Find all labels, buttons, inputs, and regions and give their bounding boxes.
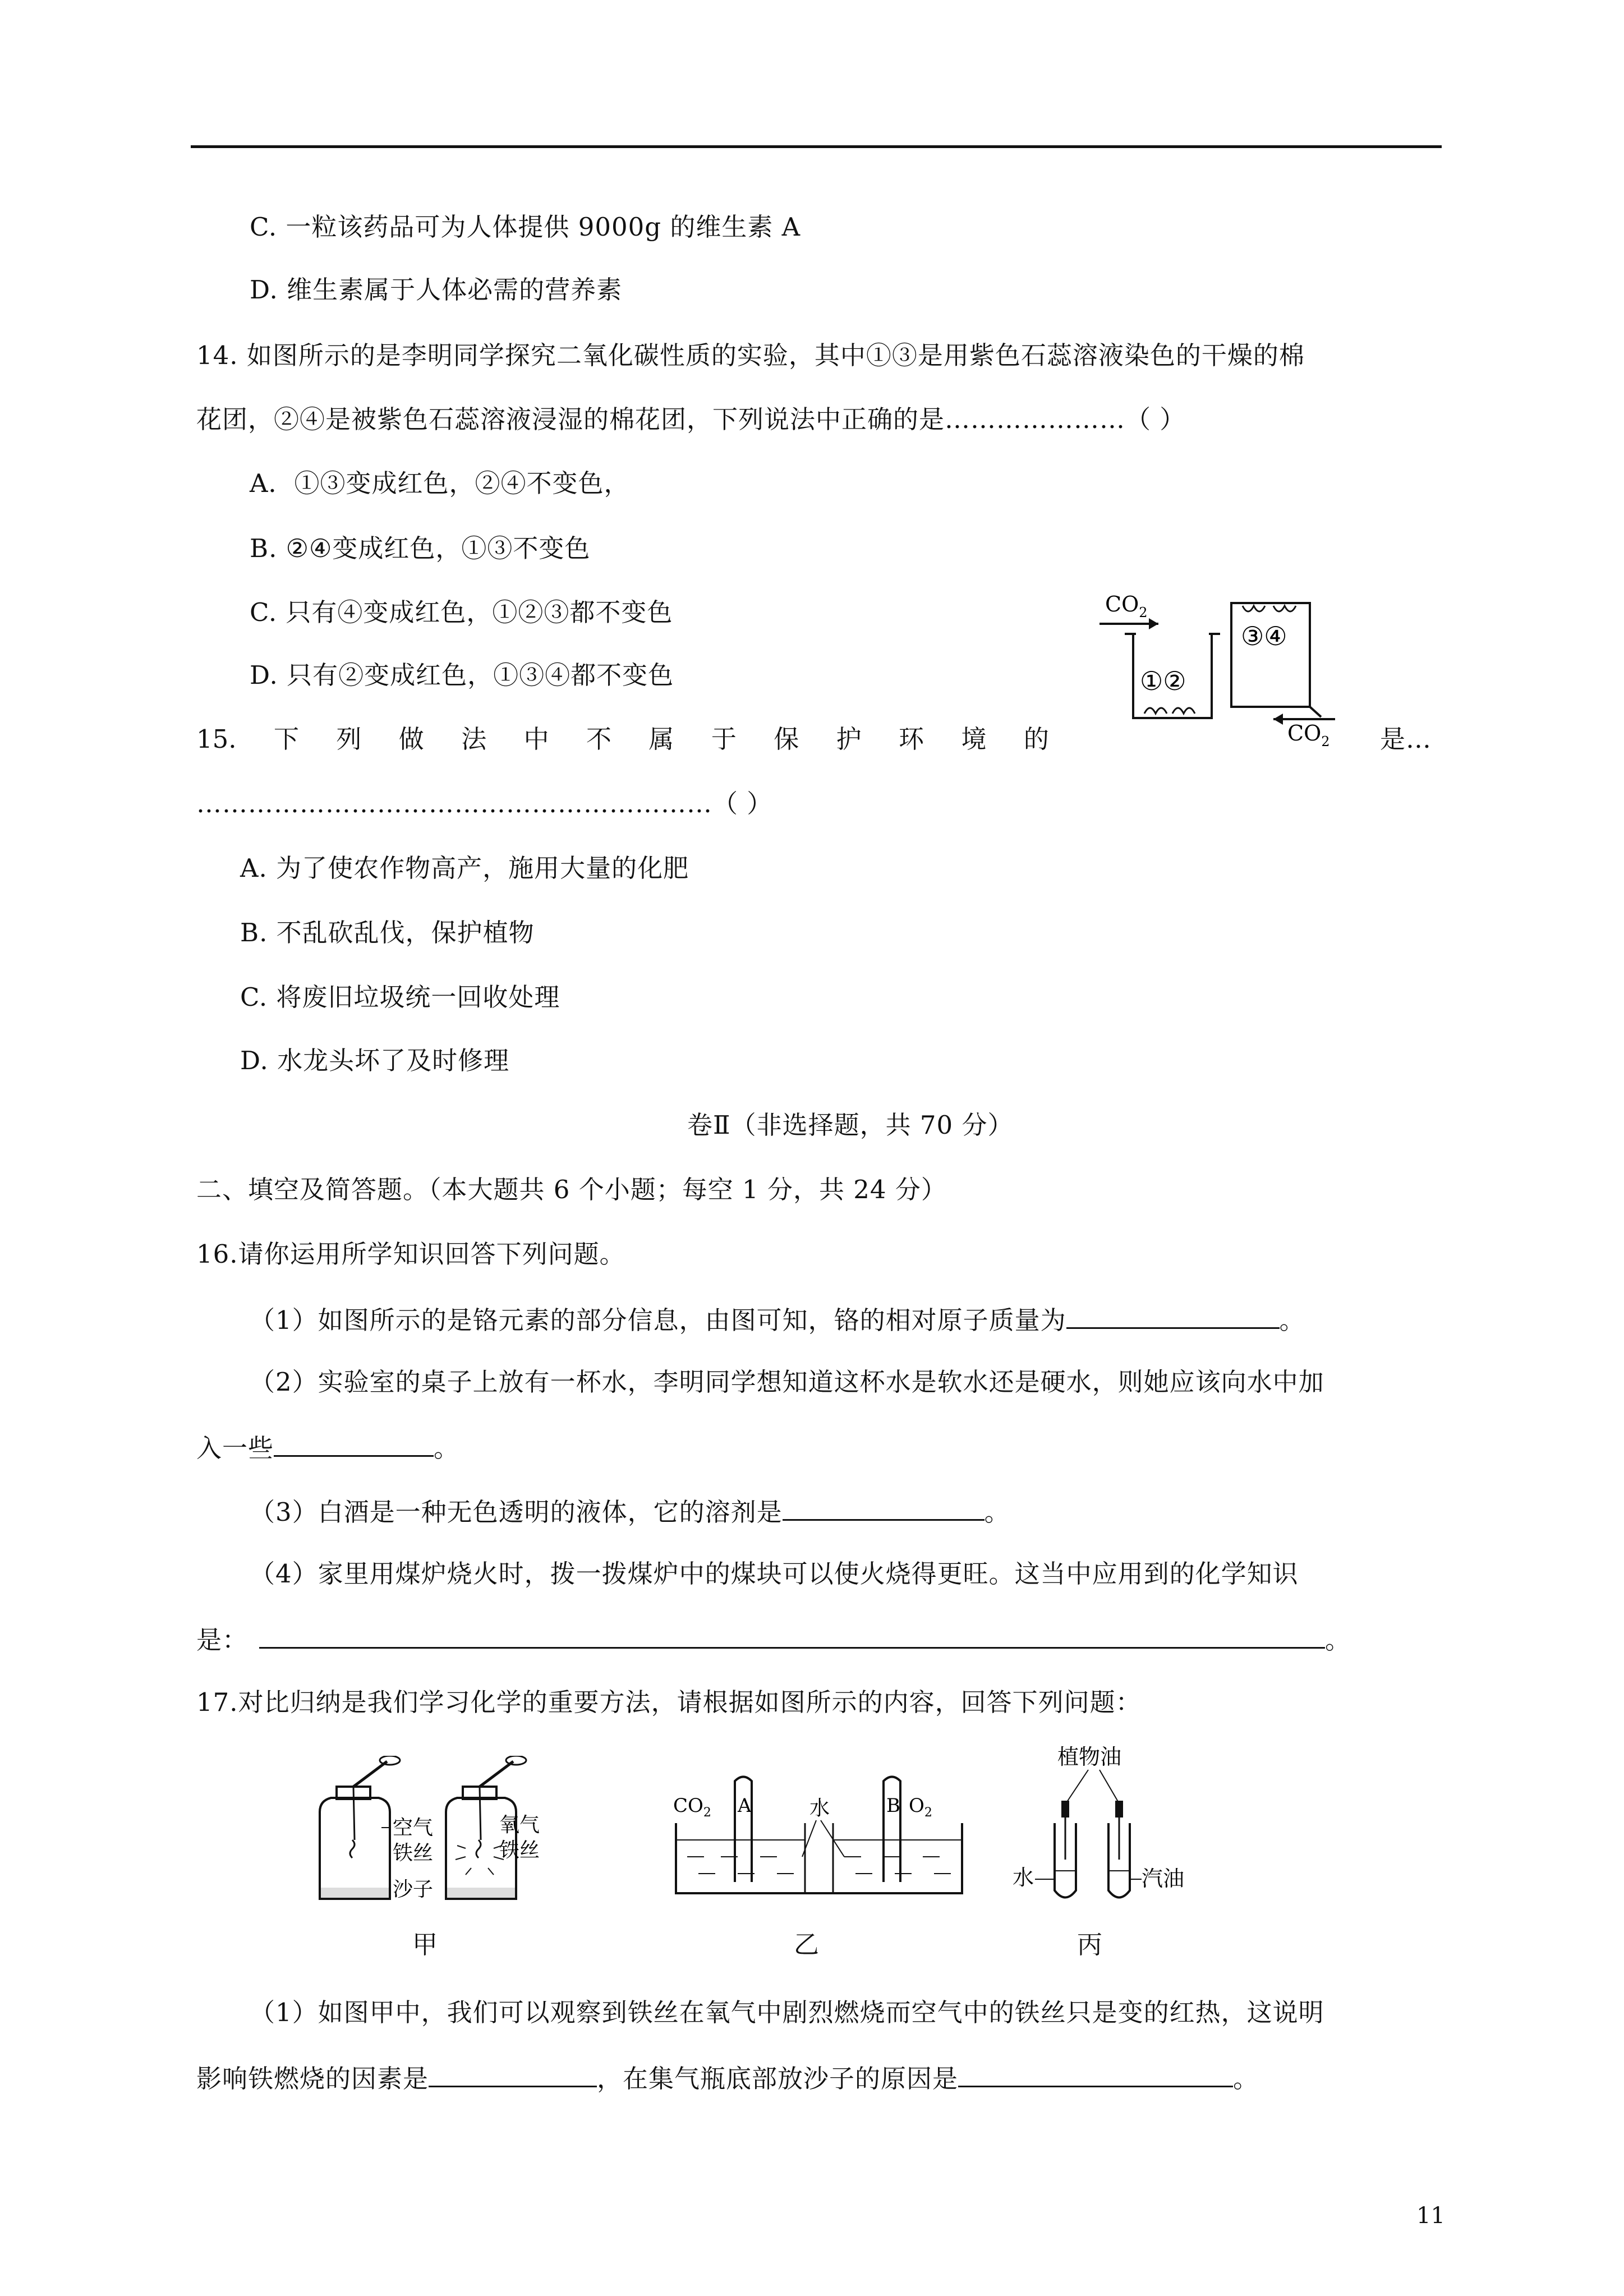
q16-part3-blank[interactable] [783,1494,984,1521]
q16-part4-blank[interactable] [259,1622,1325,1649]
q15-stem-char: 保 [774,724,799,754]
label-wire2: 铁丝 [499,1839,540,1862]
q15-stem-char: 属 [648,724,674,754]
q16-part1: （1）如图所示的是铬元素的部分信息，由图可知，铬的相对原子质量为 。 [250,1303,1305,1336]
right-beaker [1231,603,1310,707]
q15-stem-line1 [196,724,1049,755]
q16-part2-line1: （2）实验室的桌子上放有一杯水，李明同学想知道这杯水是软水还是硬水，则她应该向水中加 [250,1367,1324,1397]
q15-stem-char: 做 [398,724,424,754]
co2-bottom-label: $CO_2$ [1287,721,1330,746]
q16-part1-blank[interactable] [1066,1303,1280,1329]
q15-stem-char: 不 [586,724,612,754]
label-oxygen: 氧气 [499,1814,540,1837]
q17-part1-line2: 影响铁燃烧的因素是 ，在集气瓶底部放沙子的原因是 。 [196,2061,1259,2095]
q15-stem-char: 护 [836,724,862,754]
figure-jia-label: 甲 [412,1930,438,1959]
q15-stem-char: 境 [961,724,987,754]
q14-stem-line2: 花团，②④是被紫色石蕊溶液浸湿的棉花团，下列说法中正确的是…………………（ ） [196,404,1186,434]
label-wire1: 铁丝 [393,1842,434,1865]
q16-part3: （3）白酒是一种无色透明的液体，它的溶剂是 。 [250,1494,1010,1528]
q13-option-d: D. 维生素属于人体必需的营养素 [250,275,623,305]
q16-part3-text: （3）白酒是一种无色透明的液体，它的溶剂是 [250,1497,783,1527]
figure-yi [670,1773,973,1902]
q15-stem-char: 下 [273,724,299,754]
label-o2: $O_2$ [909,1795,932,1820]
q17-stem: 17.对比归纳是我们学习化学的重要方法，请根据如图所示的内容，回答下列问题： [196,1687,1142,1717]
figure-yi-label: 乙 [794,1930,820,1959]
q15-stem-char: 列 [336,724,362,754]
label-sand: 沙子 [393,1878,434,1901]
q17-part1-blank1[interactable] [429,2061,597,2087]
label-b: B [886,1795,900,1817]
co2-experiment-figure [1094,589,1363,746]
figure-bing-label: 丙 [1077,1930,1103,1959]
q14-option-c: C. 只有④变成红色，①②③都不变色 [250,597,673,627]
q14-option-a: A．①③变成红色，②④不变色， [250,468,630,498]
q17-part1-text2: ，在集气瓶底部放沙子的原因是 [597,2064,959,2093]
q14-option-d: D. 只有②变成红色，①③④都不变色 [250,660,674,690]
q15-option-a: A. 为了使农作物高产，施用大量的化肥 [240,853,689,883]
label-air: 空气 [393,1816,434,1839]
section-heading: 二、填空及简答题。（本大题共 6 个小题；每空 1 分，共 24 分） [196,1175,947,1204]
page-number: 11 [1416,2203,1445,2229]
label-water-yi: 水 [809,1797,830,1820]
balls-3-4: ③④ [1241,621,1287,651]
figure-bing [1010,1739,1223,1907]
q15-stem-end: 是… [1380,724,1432,754]
label-oil: 植物油 [1057,1745,1122,1769]
q13-option-c: C. 一粒该药品可为人体提供 9000g 的维生素 A [250,212,801,242]
figure-jia [303,1756,561,1907]
q15-option-c: C. 将废旧垃圾统一回收处理 [240,982,560,1012]
q15-option-b: B. 不乱砍乱伐，保护植物 [240,918,535,947]
header-rule [191,145,1442,148]
label-gasoline: 汽油 [1142,1866,1185,1891]
q16-part1-text: （1）如图所示的是铬元素的部分信息，由图可知，铬的相对原子质量为 [250,1305,1066,1335]
q15-stem-line2: ……………………………………………………（ ） [196,789,773,818]
q15-stem-char: 于 [711,724,737,754]
q15-stem-char: 的 [1023,724,1049,754]
q15-stem-char: 15. [196,724,237,754]
q15-option-d: D. 水龙头坏了及时修理 [240,1046,510,1075]
label-co2: $CO_2$ [673,1795,711,1820]
q15-stem-char: 法 [461,724,487,754]
q17-part1-blank2[interactable] [958,2061,1233,2087]
co2-top-label: $CO_2$ [1105,592,1148,620]
label-a: A [738,1795,752,1817]
q15-stem-char: 中 [523,724,549,754]
q16-part4-line2: 是： 。 [196,1622,1351,1656]
q16-part4-line1: （4）家里用煤炉烧火时，拨一拨煤炉中的煤块可以使火烧得更旺。这当中应用到的化学知识 [250,1559,1299,1589]
q14-option-b: B. ②④变成红色，①③不变色 [250,533,591,563]
q14-stem-line1: 14. 如图所示的是李明同学探究二氧化碳性质的实验，其中①③是用紫色石蕊溶液染色的干燥的棉 [196,341,1305,370]
q17-part1-text1: 影响铁燃烧的因素是 [196,2064,429,2093]
section-title: 卷Ⅱ（非选择题，共 70 分） [687,1110,1014,1140]
q16-part2-blank[interactable] [274,1430,434,1457]
q16-stem: 16.请你运用所学知识回答下列问题。 [196,1239,625,1269]
label-water-bing: 水 [1013,1865,1034,1890]
q16-part2-line2: 入一些 。 [196,1430,459,1464]
balls-1-2: ①② [1140,666,1186,696]
q15-stem-char: 环 [899,724,924,754]
q17-part1-line1: （1）如图甲中，我们可以观察到铁丝在氧气中剧烈燃烧而空气中的铁丝只是变的红热，这说明 [250,1998,1324,2027]
q16-part4-text: 是： [196,1625,249,1655]
q16-part2-text: 入一些 [196,1433,274,1463]
